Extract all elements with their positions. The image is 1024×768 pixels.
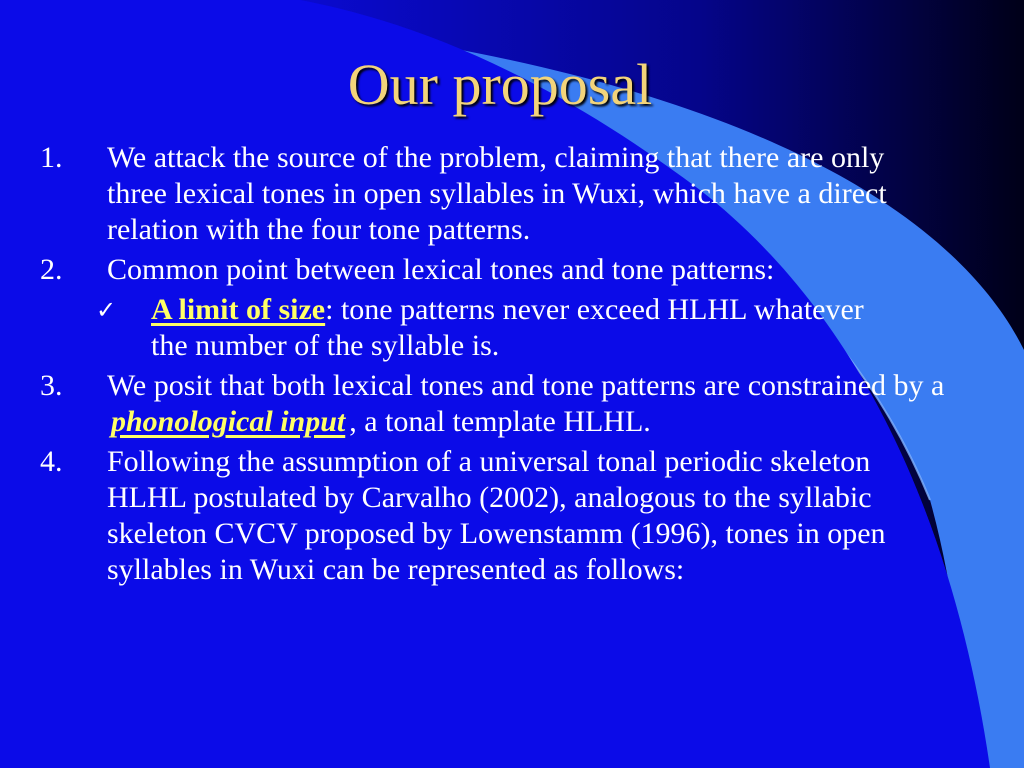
list-item-text: Following the assumption of a universal tonal periodic skeleton HLHL postulated by Carvalho (2002), analogous to the syllabic skeleton CVCV proposed by Lowenstamm (1996), tones in open syllables in Wuxi can be represented as follows: [107, 445, 886, 586]
list-item-4 [0, 444, 1000, 588]
highlight-phonological-input: phonological input [111, 405, 346, 438]
highlight-limit-of-size: A limit of size [151, 293, 326, 326]
list-number: 1. [40, 141, 63, 174]
sub-item-limit-of-size [0, 292, 1000, 364]
list-item-1 [0, 140, 1000, 248]
list-number: 3. [40, 369, 63, 402]
slide-body [0, 140, 1000, 592]
list-item-text: We attack the source of the problem, claiming that there are only three lexical tones in open syllables in Wuxi, which have a direct relation with the four tone patterns. [107, 141, 887, 246]
list-number: 4. [40, 445, 63, 478]
list-item-text [107, 368, 950, 440]
text-before: We posit that both lexical tones and tone patterns are constrained by a [107, 369, 945, 402]
list-item-3 [0, 368, 1000, 440]
checkmark-icon: ✓ [96, 296, 117, 324]
sub-item-rest: : tone patterns never exceed HLHL whatever the number of the syllable is. [151, 293, 864, 362]
sub-item-text [151, 292, 880, 364]
slide-title: Our proposal [347, 52, 653, 117]
list-number: 2. [40, 253, 63, 286]
list-item-text: Common point between lexical tones and tone patterns: [107, 253, 775, 286]
text-after: , a tonal template HLHL. [349, 405, 651, 438]
list-item-2 [0, 252, 1000, 288]
